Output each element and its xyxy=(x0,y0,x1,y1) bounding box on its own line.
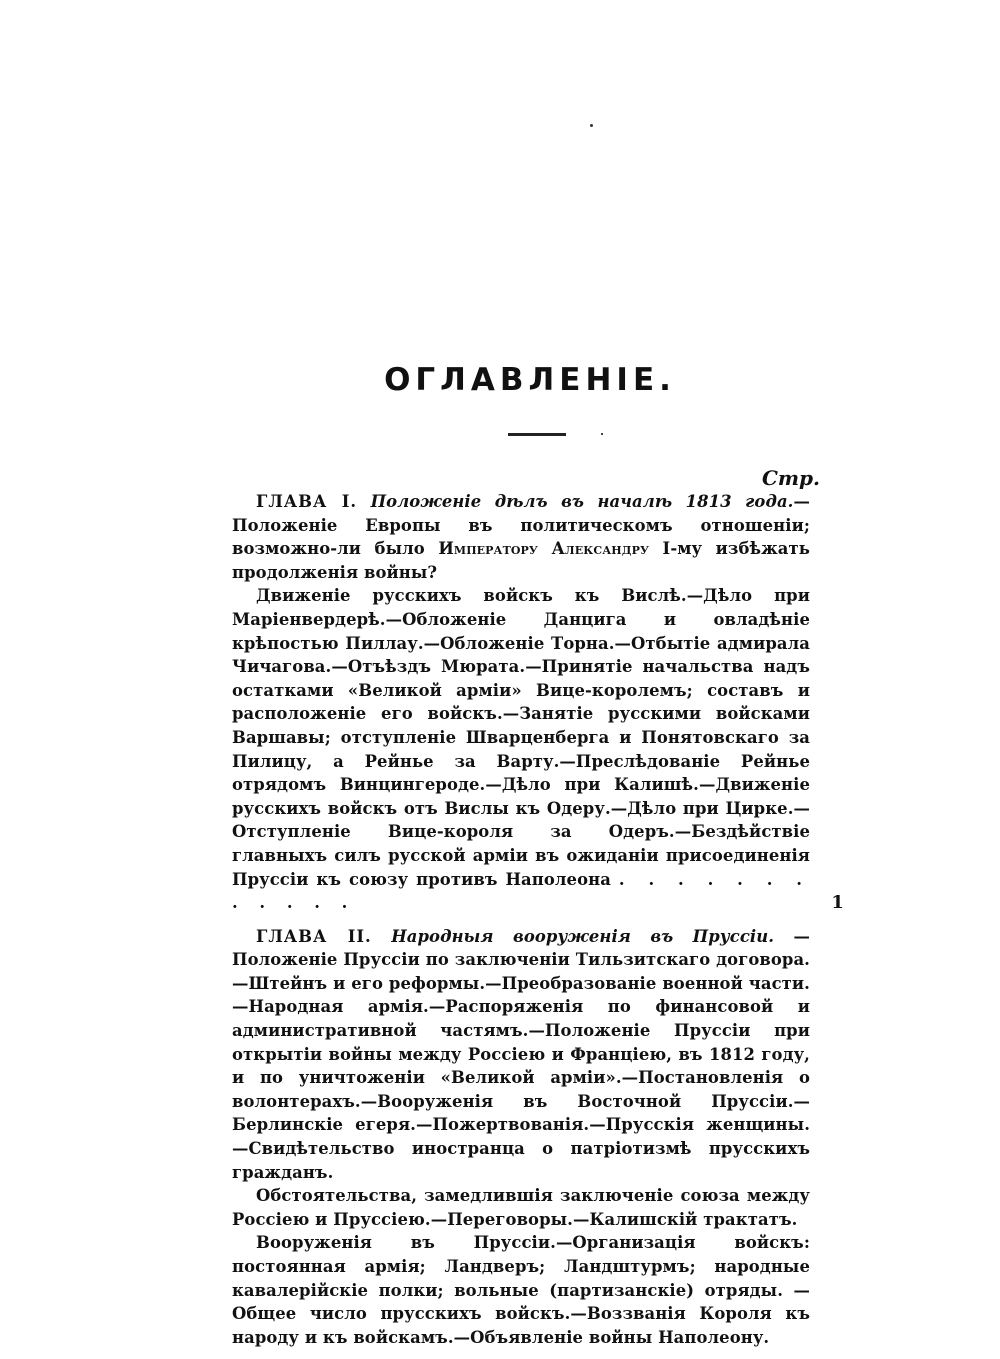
chapter-intro-smallcaps: Императору Александру I xyxy=(438,539,671,559)
chapter-paragraph: Обстоятельства, замедлившія заключеніе союза между Россіею и Пруссіею.—Переговоры.—Калишскій трактатъ. xyxy=(232,1186,810,1229)
leader-dots: . . . . . . . . . . . . xyxy=(232,869,811,913)
chapter-intro xyxy=(232,490,810,584)
page-title: ОГЛАВЛЕНІЕ. xyxy=(384,362,676,398)
chapter-intro xyxy=(232,925,810,1185)
page-column-label: Стр. xyxy=(761,466,820,490)
chapter-intro-text: —Положеніе Европы въ политическомъ отношеніи; возможно-ли было xyxy=(232,492,810,559)
chapter-entry xyxy=(232,925,810,1350)
chapter-paragraph xyxy=(232,584,844,914)
chapter-label: ГЛАВА II. xyxy=(256,926,372,946)
table-of-contents xyxy=(232,490,844,1359)
chapter-intro-end: -му избѣжать продолженія войны? xyxy=(232,539,810,582)
page-number: 1 xyxy=(831,892,844,914)
chapter-paragraph-text: Движеніе русскихъ войскъ къ Вислѣ.—Дѣло при Маріенвердерѣ.—Обложеніе Данцига и овладѣніе крѣпостью Пиллау.—Обложеніе Торна.—Отбытіе адмирала Чичагова.—Отъѣздъ Мюрата.—Принятіе начальства надъ остатками «Великой арміи» Вице-королемъ; составъ и расположеніе его войскъ.—Занятіе русскими войсками Варшавы; отступленіе Шварценберга и Понятовскаго за Пилицу, а Рейнье за Варту.—Преслѣдованіе Рейнье отрядомъ Винцингероде.—Дѣло при Калишѣ.—Движеніе русскихъ войскъ отъ Вислы къ Одеру.—Дѣло при Цирке.—Отступленіе Вице-короля за Одеръ.—Бездѣйствіе главныхъ силъ русской арміи въ ожиданіи присоединенія Пруссіи къ союзу противъ Наполеона xyxy=(232,586,810,889)
chapter-title: Положеніе дѣлъ въ началѣ 1813 года. xyxy=(370,492,794,511)
chapter-title: Народныя вооруженія въ Пруссіи. xyxy=(391,926,775,946)
chapter-entry xyxy=(232,490,844,915)
chapter-paragraph: Вооруженія въ Пруссіи.—Организація войскъ: постоянная армія; Ландверъ; Ландштурмъ; народные кавалерійскіе полки; вольные (партизанскіе) отряды. — Общее число прусскихъ войскъ.—Воззванія Короля къ народу и къ войскамъ.—Объявленіе войны Наполеону. xyxy=(232,1233,810,1347)
title-rule xyxy=(508,433,566,436)
print-speck xyxy=(590,124,593,127)
print-speck xyxy=(601,433,603,435)
chapter-label: ГЛАВА I. xyxy=(256,492,358,511)
chapter-intro-text: — Положеніе Пруссіи по заключеніи Тильзитскаго договора.—Штейнъ и его реформы.—Преобразованіе военной части.—Народная армія.—Распоряженія по финансовой и административной частямъ.—Положеніе Пруссіи при открытіи войны между Россіею и Франціею, въ 1812 году, и по уничтоженіи «Великой арміи».—Постановленія о волонтерахъ.—Вооруженія въ Восточной Пруссіи.—Берлинскіе егеря.—Пожертвованія.—Прусскія женщины.—Свидѣтельство иностранца о патріотизмѣ прусскихъ гражданъ. xyxy=(232,926,810,1182)
